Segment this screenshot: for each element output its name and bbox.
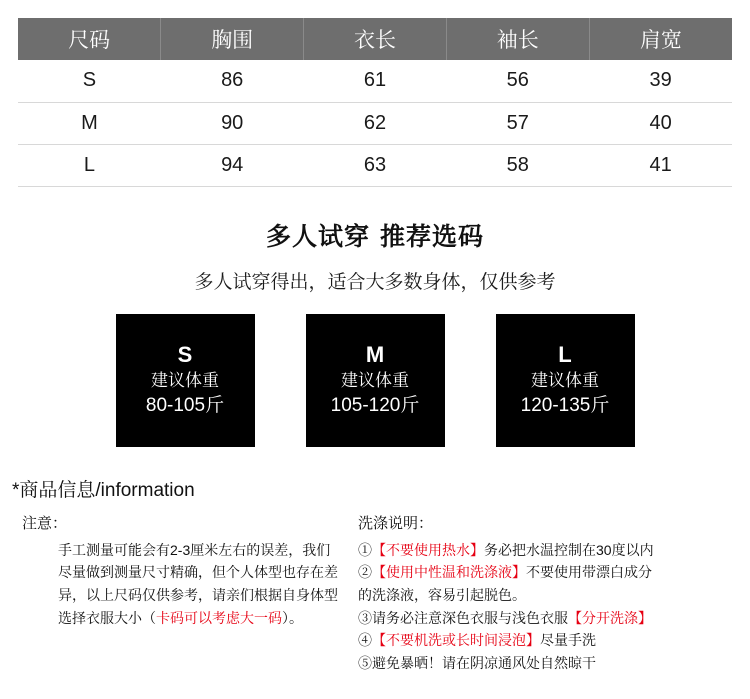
size-table-body bbox=[18, 60, 732, 186]
card-weight-caption: 建议体重 bbox=[341, 371, 409, 391]
table-row bbox=[18, 144, 732, 186]
notice-line-3: 异，以上尺码仅供参考，请亲们根据自身体型 bbox=[58, 586, 338, 603]
wash-text-3: 的洗涤液，容易引起脱色。 bbox=[358, 586, 526, 603]
card-size-label: L bbox=[558, 341, 572, 367]
notice-heading: 注意： bbox=[22, 514, 68, 532]
size-card-m bbox=[306, 314, 445, 447]
size-card-s bbox=[116, 314, 255, 447]
wash-line-6 bbox=[358, 652, 736, 675]
heading-right-text: 推荐选码 bbox=[380, 222, 485, 251]
notice-column bbox=[18, 512, 358, 675]
cell-bust: 94 bbox=[221, 153, 244, 176]
col-header-shoulder: 肩宽 bbox=[639, 29, 682, 52]
information-columns bbox=[0, 512, 750, 675]
wash-text-6: 避免暴晒！请在阴凉通风处自然晾干 bbox=[372, 654, 596, 671]
cell-shoulder: 39 bbox=[649, 69, 672, 92]
wash-num-6: ⑤ bbox=[358, 654, 372, 671]
wash-line-2 bbox=[358, 561, 736, 584]
wash-heading: 洗涤说明： bbox=[358, 514, 434, 532]
notice-line-4 bbox=[58, 607, 358, 630]
cell-shoulder: 40 bbox=[649, 111, 672, 134]
card-weight-caption: 建议体重 bbox=[531, 371, 599, 391]
size-card-l bbox=[496, 314, 635, 447]
card-weight-caption: 建议体重 bbox=[151, 371, 219, 391]
wash-line-5 bbox=[358, 629, 736, 652]
notice-body bbox=[58, 539, 358, 630]
wash-highlight-1: 【不要使用热水】 bbox=[372, 541, 484, 558]
table-header-row bbox=[18, 18, 732, 60]
cell-size: S bbox=[82, 69, 97, 92]
wash-highlight-4: 【分开洗涤】 bbox=[568, 609, 652, 626]
wash-text-1: 务必把水温控制在30度以内 bbox=[484, 541, 654, 558]
wash-num-1: ① bbox=[358, 541, 372, 558]
recommendation-heading bbox=[0, 217, 750, 253]
cell-sleeve: 57 bbox=[506, 111, 529, 134]
cell-length: 62 bbox=[363, 111, 387, 134]
wash-num-5: ④ bbox=[358, 632, 372, 649]
recommendation-subtitle: 多人试穿得出，适合大多数身体，仅供参考 bbox=[194, 271, 556, 293]
col-header-bust: 胸围 bbox=[161, 18, 304, 60]
wash-line-3 bbox=[358, 584, 736, 607]
wash-column bbox=[358, 512, 736, 675]
notice-line-4-plain: 选择衣服大小（ bbox=[58, 609, 156, 626]
cell-sleeve: 58 bbox=[506, 153, 529, 176]
wash-num-2: ② bbox=[358, 564, 372, 581]
wash-highlight-5: 【不要机洗或长时间浸泡】 bbox=[372, 632, 540, 649]
notice-line-4-tail: ）。 bbox=[282, 609, 303, 626]
size-table-header bbox=[18, 18, 732, 60]
wash-text-2: 不要使用带漂白成分 bbox=[526, 564, 652, 581]
cell-size: L bbox=[83, 153, 95, 176]
wash-text-5: 尽量手洗 bbox=[540, 632, 596, 649]
card-weight-range: 120-135斤 bbox=[520, 395, 610, 417]
notice-line-2: 尽量做到测量尺寸精确，但个人体型也存在差 bbox=[58, 564, 338, 581]
wash-line-1 bbox=[358, 539, 736, 562]
cell-bust: 86 bbox=[221, 69, 244, 92]
wash-highlight-2: 【使用中性温和洗涤液】 bbox=[372, 564, 526, 581]
cell-size: M bbox=[81, 111, 98, 134]
col-header-sleeve: 袖长 bbox=[446, 18, 589, 60]
notice-line-1: 手工测量可能会有2-3厘米左右的误差，我们 bbox=[58, 541, 331, 558]
col-header-size: 尺码 bbox=[18, 18, 161, 60]
table-row bbox=[18, 60, 732, 102]
card-weight-range: 80-105斤 bbox=[145, 395, 225, 417]
cell-length: 61 bbox=[363, 69, 387, 92]
size-table bbox=[18, 18, 732, 187]
wash-num-4: ③ bbox=[358, 609, 372, 626]
wash-line-4 bbox=[358, 607, 736, 630]
col-header-length: 衣长 bbox=[304, 18, 447, 60]
notice-line-4-highlight: 卡码可以考虑大一码 bbox=[156, 609, 282, 626]
table-row bbox=[18, 102, 732, 144]
cell-length: 63 bbox=[363, 153, 387, 176]
product-information-title: *商品信息/information bbox=[12, 479, 195, 501]
heading-left-text: 多人试穿 bbox=[265, 222, 370, 251]
cell-shoulder: 41 bbox=[649, 153, 672, 176]
card-size-label: M bbox=[365, 341, 385, 367]
card-weight-range: 105-120斤 bbox=[330, 395, 420, 417]
cell-sleeve: 56 bbox=[506, 69, 529, 92]
wash-text-4: 请务必注意深色衣服与浅色衣服 bbox=[372, 609, 568, 626]
card-size-label: S bbox=[177, 341, 193, 367]
cell-bust: 90 bbox=[221, 111, 244, 134]
recommendation-cards bbox=[0, 314, 750, 447]
